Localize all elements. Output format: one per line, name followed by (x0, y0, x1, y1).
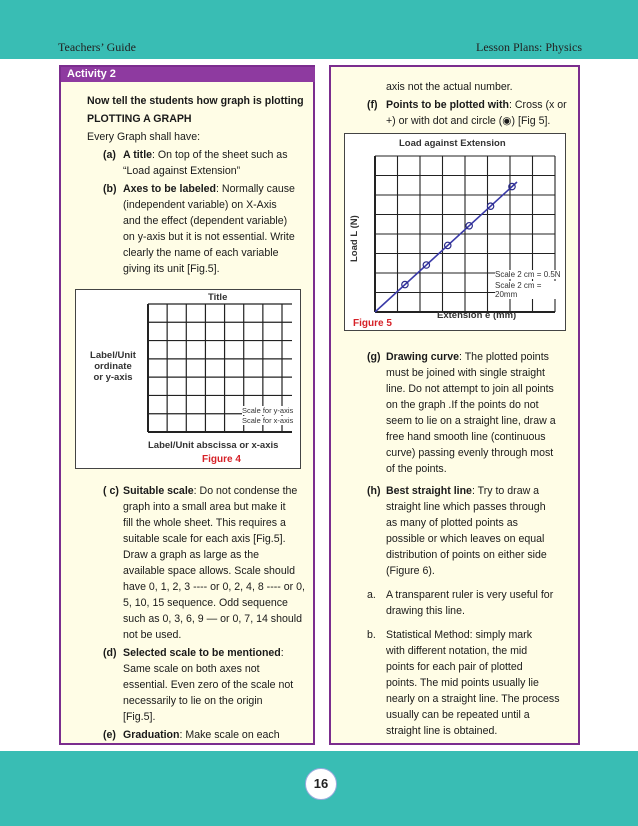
item-c-line-5: available space allows. Scale should (123, 565, 295, 577)
item-g-line-6: curve) passing evenly through most (386, 447, 554, 459)
item-c-line-2: fill the whole sheet. This requires a (123, 517, 286, 529)
item-d-line-2: essential. Even zero of the scale not (123, 679, 294, 691)
item-f-line-1: +) or with dot and circle (◉) [Fig 5]. (386, 115, 551, 127)
item-b-line-2: and the effect (dependent variable) (123, 215, 288, 227)
item-d-tag: (d) (103, 647, 117, 659)
item-c-line-0: Suitable scale: Do not condense the (123, 485, 298, 497)
item-g-tag: (g) (367, 351, 381, 363)
item-b-line-4: clearly the name of each variable (123, 247, 279, 259)
page-number: 16 (305, 768, 337, 800)
item-a-tag: (a) (103, 149, 116, 161)
subitem-a-line-1: drawing this line. (386, 605, 465, 617)
left-column-box (59, 65, 315, 745)
item-e-line-0: Graduation: Make scale on each (123, 729, 280, 741)
item-h-line-1: straight line which passes through (386, 501, 546, 513)
item-a-line-0: A title: On top of the sheet such as (123, 149, 288, 161)
right-continuation: axis not the actual number. (386, 81, 513, 93)
item-b-line-0: Axes to be labeled: Normally cause (123, 183, 295, 195)
figure-5-scale-y: Scale 2 cm = 0.5N (495, 270, 561, 279)
header-left: Teachers’ Guide (58, 40, 136, 54)
item-h-line-5: (Figure 6). (386, 565, 435, 577)
item-g-line-5: free hand smooth line (continuous (386, 431, 546, 443)
item-h-tag: (h) (367, 485, 381, 497)
activity-label: Activity 2 (61, 67, 315, 82)
header-right: Lesson Plans: Physics (475, 40, 582, 54)
item-c-line-8: such as 0, 3, 6, 9 — or 0, 7, 14 should (123, 613, 303, 625)
item-h-line-2: as many of plotted points as (386, 517, 518, 529)
item-g-line-7: of the points. (386, 463, 447, 475)
figure-5-caption: Figure 5 (353, 318, 392, 329)
item-b-tag: (b) (103, 183, 117, 195)
figure-4-scale-x: Scale for x-axis (242, 416, 294, 425)
item-e-tag: (e) (103, 729, 116, 741)
item-f-line-0: Points to be plotted with: Cross (x or (386, 99, 567, 111)
item-f-tag: (f) (367, 99, 378, 111)
subitem-b-line-6: straight line is obtained. (386, 725, 498, 737)
intro-line-2: PLOTTING A GRAPH (87, 113, 192, 125)
item-c-line-3: suitable scale for each axis [Fig.5]. (123, 533, 286, 545)
figure-5-xlabel: Extension e (mm) (437, 310, 517, 321)
figure-4 (75, 289, 301, 469)
figure-5-ylabel: Load L (N) (349, 215, 360, 262)
page-header (0, 0, 638, 62)
item-d-line-1: Same scale on both axes not (123, 663, 260, 675)
item-g-line-1: must be joined with single straight (386, 367, 545, 379)
item-h-line-4: distribution of points on either side (386, 549, 547, 561)
figure-4-title: Title (208, 292, 228, 303)
item-b-line-1: (independent variable) on X-Axis (123, 199, 277, 211)
item-c-line-7: 5, 10, 15 sequence. Odd sequence (123, 597, 288, 609)
item-g-line-3: on the graph .If the points do not (386, 399, 539, 411)
figure-5-graph (345, 134, 565, 330)
right-column-box (329, 65, 580, 745)
subitem-b-tag: b. (367, 629, 376, 641)
subitem-a-line-0: A transparent ruler is very useful for (386, 589, 554, 601)
figure-4-xlabel: Label/Unit abscissa or x-axis (148, 440, 279, 451)
subitem-a-tag: a. (367, 589, 376, 601)
figure-5-title: Load against Extension (399, 138, 506, 149)
item-d-line-3: necessarily to lie on the origin (123, 695, 263, 707)
item-b-line-5: giving its unit [Fig.5]. (123, 263, 220, 275)
item-c-tag: ( c) (103, 485, 119, 497)
item-c-line-6: have 0, 1, 2, 3 ---- or 0, 2, 4, 8 ---- or 0, (123, 581, 305, 593)
item-a-line-1: “Load against Extension” (123, 165, 241, 177)
item-b-line-3: on y-axis but it is not essential. Write (123, 231, 295, 243)
figure-5-scale-x: Scale 2 cm = 20mm (495, 281, 565, 299)
subitem-b-line-3: points. The mid points usually lie (386, 677, 539, 689)
intro-line-3: Every Graph shall have: (87, 131, 201, 143)
item-h-line-0: Best straight line: Try to draw a (386, 485, 540, 497)
subitem-b-line-1: with different notation, the mid (386, 645, 528, 657)
figure-4-caption: Figure 4 (202, 454, 241, 465)
item-g-line-4: seem to lie on a straight line, draw a (386, 415, 556, 427)
subitem-b-line-2: points for each pair of plotted (386, 661, 523, 673)
item-d-line-0: Selected scale to be mentioned: (123, 647, 284, 659)
item-c-line-1: graph into a small area but make it (123, 501, 286, 513)
figure-4-scale-y: Scale for y-axis (242, 406, 294, 415)
subitem-b-line-4: nearly on a straight line. The process (386, 693, 560, 705)
item-g-line-2: line. Do not attempt to join all points (386, 383, 554, 395)
item-d-line-4: [Fig.5]. (123, 711, 156, 723)
item-g-line-0: Drawing curve: The plotted points (386, 351, 549, 363)
item-c-line-9: not be used. (123, 629, 182, 641)
page-sheet (0, 59, 638, 751)
subitem-b-line-0: Statistical Method: simply mark (386, 629, 533, 641)
item-h-line-3: possible or which leaves on equal (386, 533, 545, 545)
subitem-b-line-5: usually can be repeated until a (386, 709, 530, 721)
intro-line-1: Now tell the students how graph is plotting (87, 95, 304, 107)
item-c-line-4: Draw a graph as large as the (123, 549, 260, 561)
figure-5 (344, 133, 566, 331)
figure-4-ylabel: Label/Unit ordinate or y-axis (90, 350, 136, 383)
